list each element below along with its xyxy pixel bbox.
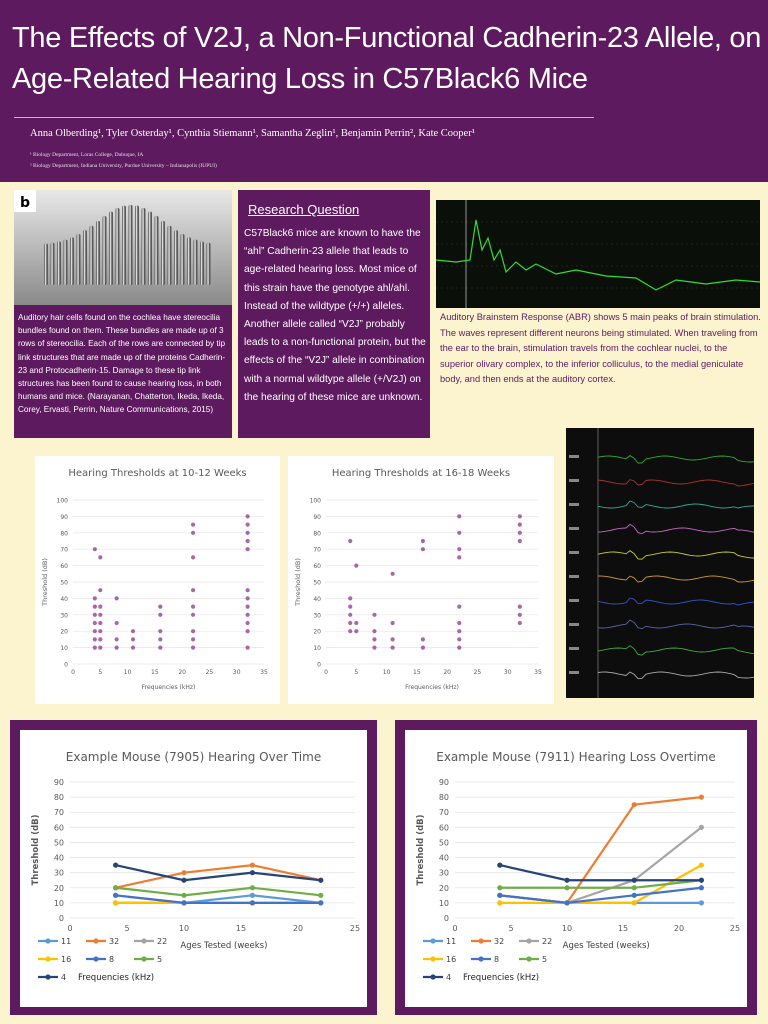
y-tick-label: 70 [53,808,64,818]
chart-title: Example Mouse (7905) Hearing Over Time [65,750,322,764]
title-banner [0,0,768,182]
x-tick-label: 5 [508,924,514,933]
legend-label: 22 [542,937,553,946]
data-point [421,646,425,650]
x-tick-label: 15 [235,924,247,933]
y-tick-label: 50 [53,838,64,848]
x-tick-label: 25 [729,924,741,933]
data-point [518,539,522,543]
data-point [115,646,119,650]
x-tick-label: 15 [413,669,421,676]
legend-label: 4 [446,973,452,982]
x-tick-label: 0 [324,669,328,676]
legend-label: 32 [494,937,505,946]
y-axis-label: Threshold (dB) [294,558,302,606]
legend-label: 11 [61,937,72,946]
data-point [457,531,461,535]
y-tick-label: 40 [313,595,321,603]
data-point [518,613,522,617]
y-tick-label: 10 [313,645,321,653]
series-point-8 [113,893,118,898]
legend-label: 5 [542,955,548,964]
y-tick-label: 80 [438,793,449,803]
y-tick-label: 50 [313,579,321,587]
data-point [518,621,522,625]
data-point [115,621,119,625]
data-point [518,605,522,609]
y-tick-label: 60 [438,823,449,833]
data-point [246,596,250,600]
x-tick-label: 20 [178,669,186,676]
legend-marker-16 [45,956,50,961]
stereocilia-micrograph [14,190,232,305]
legend-marker-32 [478,938,483,943]
data-point [372,646,376,650]
series-point-5 [181,893,186,898]
legend-marker-11 [430,938,435,943]
data-point [191,588,195,592]
legend-label: 16 [61,955,72,964]
legend-marker-5 [141,956,146,961]
legend-marker-8 [478,956,483,961]
x-tick-label: 10 [561,924,573,933]
data-point [158,629,162,633]
data-point [158,605,162,609]
y-tick-label: 60 [53,823,64,833]
data-point [457,605,461,609]
legend-marker-8 [93,956,98,961]
series-point-5 [318,893,323,898]
hair-cell-panel [14,190,232,438]
data-point [354,629,358,633]
data-point [98,637,102,641]
x-tick-label: 20 [673,924,685,933]
series-point-8 [318,900,323,905]
data-point [158,613,162,617]
series-point-32 [699,795,704,800]
series-point-8 [497,893,502,898]
y-tick-label: 10 [438,898,449,908]
data-point [246,621,250,625]
legend-title: Frequencies (kHz) [463,973,540,983]
legend-marker-4 [45,974,50,979]
data-point [457,637,461,641]
x-tick-label: 30 [232,669,241,676]
series-point-16 [632,900,637,905]
y-tick-label: 90 [438,778,449,787]
data-point [421,539,425,543]
data-point [93,637,97,641]
data-point [348,539,352,543]
series-line-8 [500,888,702,903]
series-point-32 [181,870,186,875]
data-point [457,646,461,650]
data-point [98,621,102,625]
legend-label: 4 [61,973,67,982]
y-tick-label: 70 [438,808,449,818]
hair-cell-citation: (Narayanan, Chatterton, Ikeda, Ikeda, Corey, Ervasti, Perrin, Nature Communications, 2015) [18,392,225,415]
y-tick-label: 100 [56,497,68,505]
poster-title: The Effects of V2J, a Non-Functional Cadherin-23 Allele, on Age-Related Hearing Loss in C57Black6 Mice [12,22,762,95]
x-axis-label: Frequencies (kHz) [405,684,459,691]
data-point [115,596,119,600]
data-point [391,646,395,650]
y-tick-label: 40 [53,853,64,863]
data-point [93,629,97,633]
legend-marker-11 [45,938,50,943]
y-tick-label: 90 [53,778,64,787]
data-point [354,564,358,568]
y-tick-label: 0 [64,661,68,669]
threshold-scatter-10-12-weeks [35,456,280,704]
mouse-7905-panel [10,720,377,1015]
data-point [131,637,135,641]
series-point-5 [564,885,569,890]
data-point [191,531,195,535]
data-point [246,547,250,551]
data-point [191,629,195,633]
y-tick-label: 50 [60,579,68,587]
data-point [518,514,522,518]
series-point-16 [699,863,704,868]
y-tick-label: 80 [313,530,321,538]
data-point [93,596,97,600]
series-point-4 [181,878,186,883]
mouse-7911-panel [395,720,757,1015]
x-tick-label: 15 [151,669,159,676]
series-point-32 [632,802,637,807]
series-point-4 [497,863,502,868]
x-tick-label: 35 [260,669,268,676]
x-tick-label: 20 [292,924,304,933]
x-tick-label: 25 [473,669,482,676]
y-tick-label: 30 [438,868,449,878]
series-point-5 [632,885,637,890]
legend-label: 32 [109,937,120,946]
series-point-16 [497,900,502,905]
y-tick-label: 80 [60,530,68,538]
data-point [391,637,395,641]
data-point [457,547,461,551]
x-tick-label: 15 [617,924,629,933]
title-divider [14,117,594,118]
x-tick-label: 5 [124,924,130,933]
x-tick-label: 10 [123,669,132,676]
y-tick-label: 70 [60,546,68,554]
data-point [348,605,352,609]
data-point [93,621,97,625]
abr-stacked-traces-image [566,428,754,698]
legend-title: Frequencies (kHz) [78,973,155,983]
data-point [246,613,250,617]
abr-caption: Auditory Brainstem Response (ABR) shows 5 main peaks of brain stimulation. The waves represent different neurons being stimulated. When traveling from the ear to the brain, stimulation travels from the cochlear nuclei, to the superior olivary complex, to the inferior colliculus, to the medial geniculate body, and then ends at the auditory cortex. [440,312,761,385]
data-point [391,572,395,576]
legend-label: 22 [157,937,168,946]
data-point [348,613,352,617]
data-point [93,547,97,551]
data-point [246,646,250,650]
x-tick-label: 5 [98,669,103,676]
research-question-body: C57Black6 mice are known to have the “ahl” Cadherin-23 allele that leads to age-related hearing loss. Most mice of this strain have the genotype ahl/ahl. Instead of the wildtype (+/+) alleles. Another allele called “V2J” probably leads to a non-functional protein, but the effects of the “V2J” allele in combination with a normal wildtype allele (+/V2J) on the hearing of these mice are unknown. [244,228,426,403]
data-point [131,629,135,633]
x-tick-label: 25 [205,669,214,676]
y-tick-label: 90 [313,513,321,521]
data-point [348,596,352,600]
data-point [98,555,102,559]
research-question-heading: Research Question [248,202,360,217]
legend-marker-5 [526,956,531,961]
data-point [191,637,195,641]
micrograph-panel-label: b [20,195,31,211]
affiliation-1: ¹ Biology Department, Loras College, Dubuque, IA [30,152,144,158]
y-tick-label: 20 [53,883,64,893]
chart-title: Hearing Thresholds at 16-18 Weeks [331,468,511,479]
x-tick-label: 35 [534,669,542,676]
data-point [246,629,250,633]
series-point-11 [699,900,704,905]
x-axis-label: Frequencies (kHz) [141,684,196,691]
legend-marker-22 [141,938,146,943]
y-axis-label: Threshold (dB) [31,814,41,886]
data-point [93,613,97,617]
series-point-8 [699,885,704,890]
legend-label: 5 [157,955,163,964]
data-point [191,646,195,650]
data-point [372,629,376,633]
series-point-4 [564,878,569,883]
x-tick-label: 0 [452,924,458,933]
data-point [372,637,376,641]
series-point-8 [181,900,186,905]
data-point [421,547,425,551]
data-point [191,523,195,527]
data-point [98,646,102,650]
series-point-5 [497,885,502,890]
y-tick-label: 30 [313,612,321,620]
y-tick-label: 0 [58,914,64,923]
data-point [354,621,358,625]
data-point [98,613,102,617]
data-point [191,605,195,609]
series-point-5 [113,885,118,890]
chart-title: Example Mouse (7911) Hearing Loss Overtime [436,750,716,764]
data-point [457,629,461,633]
y-tick-label: 50 [438,838,449,848]
chart-title: Hearing Thresholds at 10-12 Weeks [68,468,247,479]
x-tick-label: 25 [349,924,361,933]
x-tick-label: 30 [503,669,512,676]
x-tick-label: 5 [354,669,359,676]
legend-marker-32 [93,938,98,943]
series-point-4 [113,863,118,868]
data-point [158,637,162,641]
y-tick-label: 20 [438,883,449,893]
y-tick-label: 60 [60,563,68,571]
series-point-8 [564,900,569,905]
legend-marker-22 [526,938,531,943]
series-point-16 [113,900,118,905]
hair-cell-caption: Auditory hair cells found on the cochlea have stereocilia bundles found on them. These bundles are made up of 3 rows of stereocilia. Each of the rows are connected by tip link structures that are made up of the proteins Cadherin-23 and Protocadherin-15. Damage to these tip link structures has been found to cause hearing loss, in both humans and mice. [18,313,226,402]
y-tick-label: 40 [60,595,68,603]
data-point [98,629,102,633]
affiliation-2: ² Biology Department, Indiana University, Purdue University – Indianapolis (IUPUI) [30,163,217,169]
data-point [348,629,352,633]
data-point [391,621,395,625]
y-tick-label: 10 [60,645,68,653]
series-point-22 [699,825,704,830]
legend-marker-4 [430,974,435,979]
threshold-scatter-16-18-weeks [288,456,554,704]
series-point-4 [318,878,323,883]
x-tick-label: 0 [71,669,75,676]
series-point-4 [250,870,255,875]
legend-label: 8 [494,955,500,964]
y-tick-label: 10 [53,898,64,908]
data-point [246,523,250,527]
y-axis-label: Threshold (dB) [41,558,49,606]
data-point [457,621,461,625]
data-point [98,605,102,609]
abr-waveform-image [436,200,760,308]
data-point [93,605,97,609]
series-point-8 [250,900,255,905]
data-point [518,523,522,527]
data-point [246,514,250,518]
author-list: Anna Olberding¹, Tyler Osterday¹, Cynthia Stiemann¹, Samantha Zeglin¹, Benjamin Perrin², Kate Cooper¹ [30,128,475,139]
data-point [246,539,250,543]
series-point-11 [250,893,255,898]
x-tick-label: 10 [178,924,190,933]
research-question-panel [238,190,430,438]
data-point [191,555,195,559]
x-axis-label: Ages Tested (weeks) [180,941,268,951]
data-point [158,646,162,650]
y-tick-label: 0 [317,661,321,669]
x-axis-label: Ages Tested (weeks) [562,941,650,951]
legend-label: 11 [446,937,457,946]
data-point [421,637,425,641]
y-tick-label: 60 [313,563,321,571]
series-line-5 [116,888,321,896]
data-point [131,646,135,650]
y-tick-label: 100 [309,497,321,505]
series-point-4 [699,878,704,883]
y-axis-label: Threshold (dB) [416,814,426,886]
y-tick-label: 40 [438,853,449,863]
legend-marker-16 [430,956,435,961]
x-tick-label: 10 [382,669,391,676]
data-point [518,531,522,535]
y-tick-label: 30 [53,868,64,878]
y-tick-label: 80 [53,793,64,803]
data-point [246,531,250,535]
data-point [246,605,250,609]
data-point [348,621,352,625]
y-tick-label: 30 [60,612,68,620]
data-point [115,637,119,641]
y-tick-label: 0 [443,914,449,923]
data-point [246,588,250,592]
series-point-32 [250,863,255,868]
series-point-4 [632,878,637,883]
legend-label: 8 [109,955,115,964]
y-tick-label: 20 [60,628,68,636]
x-tick-label: 0 [67,924,73,933]
y-tick-label: 20 [313,628,321,636]
x-tick-label: 20 [443,669,451,676]
series-point-5 [250,885,255,890]
data-point [93,646,97,650]
data-point [191,613,195,617]
series-point-8 [632,893,637,898]
y-tick-label: 90 [60,513,68,521]
legend-label: 16 [446,955,457,964]
y-tick-label: 70 [313,546,321,554]
data-point [372,613,376,617]
data-point [98,588,102,592]
data-point [457,555,461,559]
data-point [457,514,461,518]
